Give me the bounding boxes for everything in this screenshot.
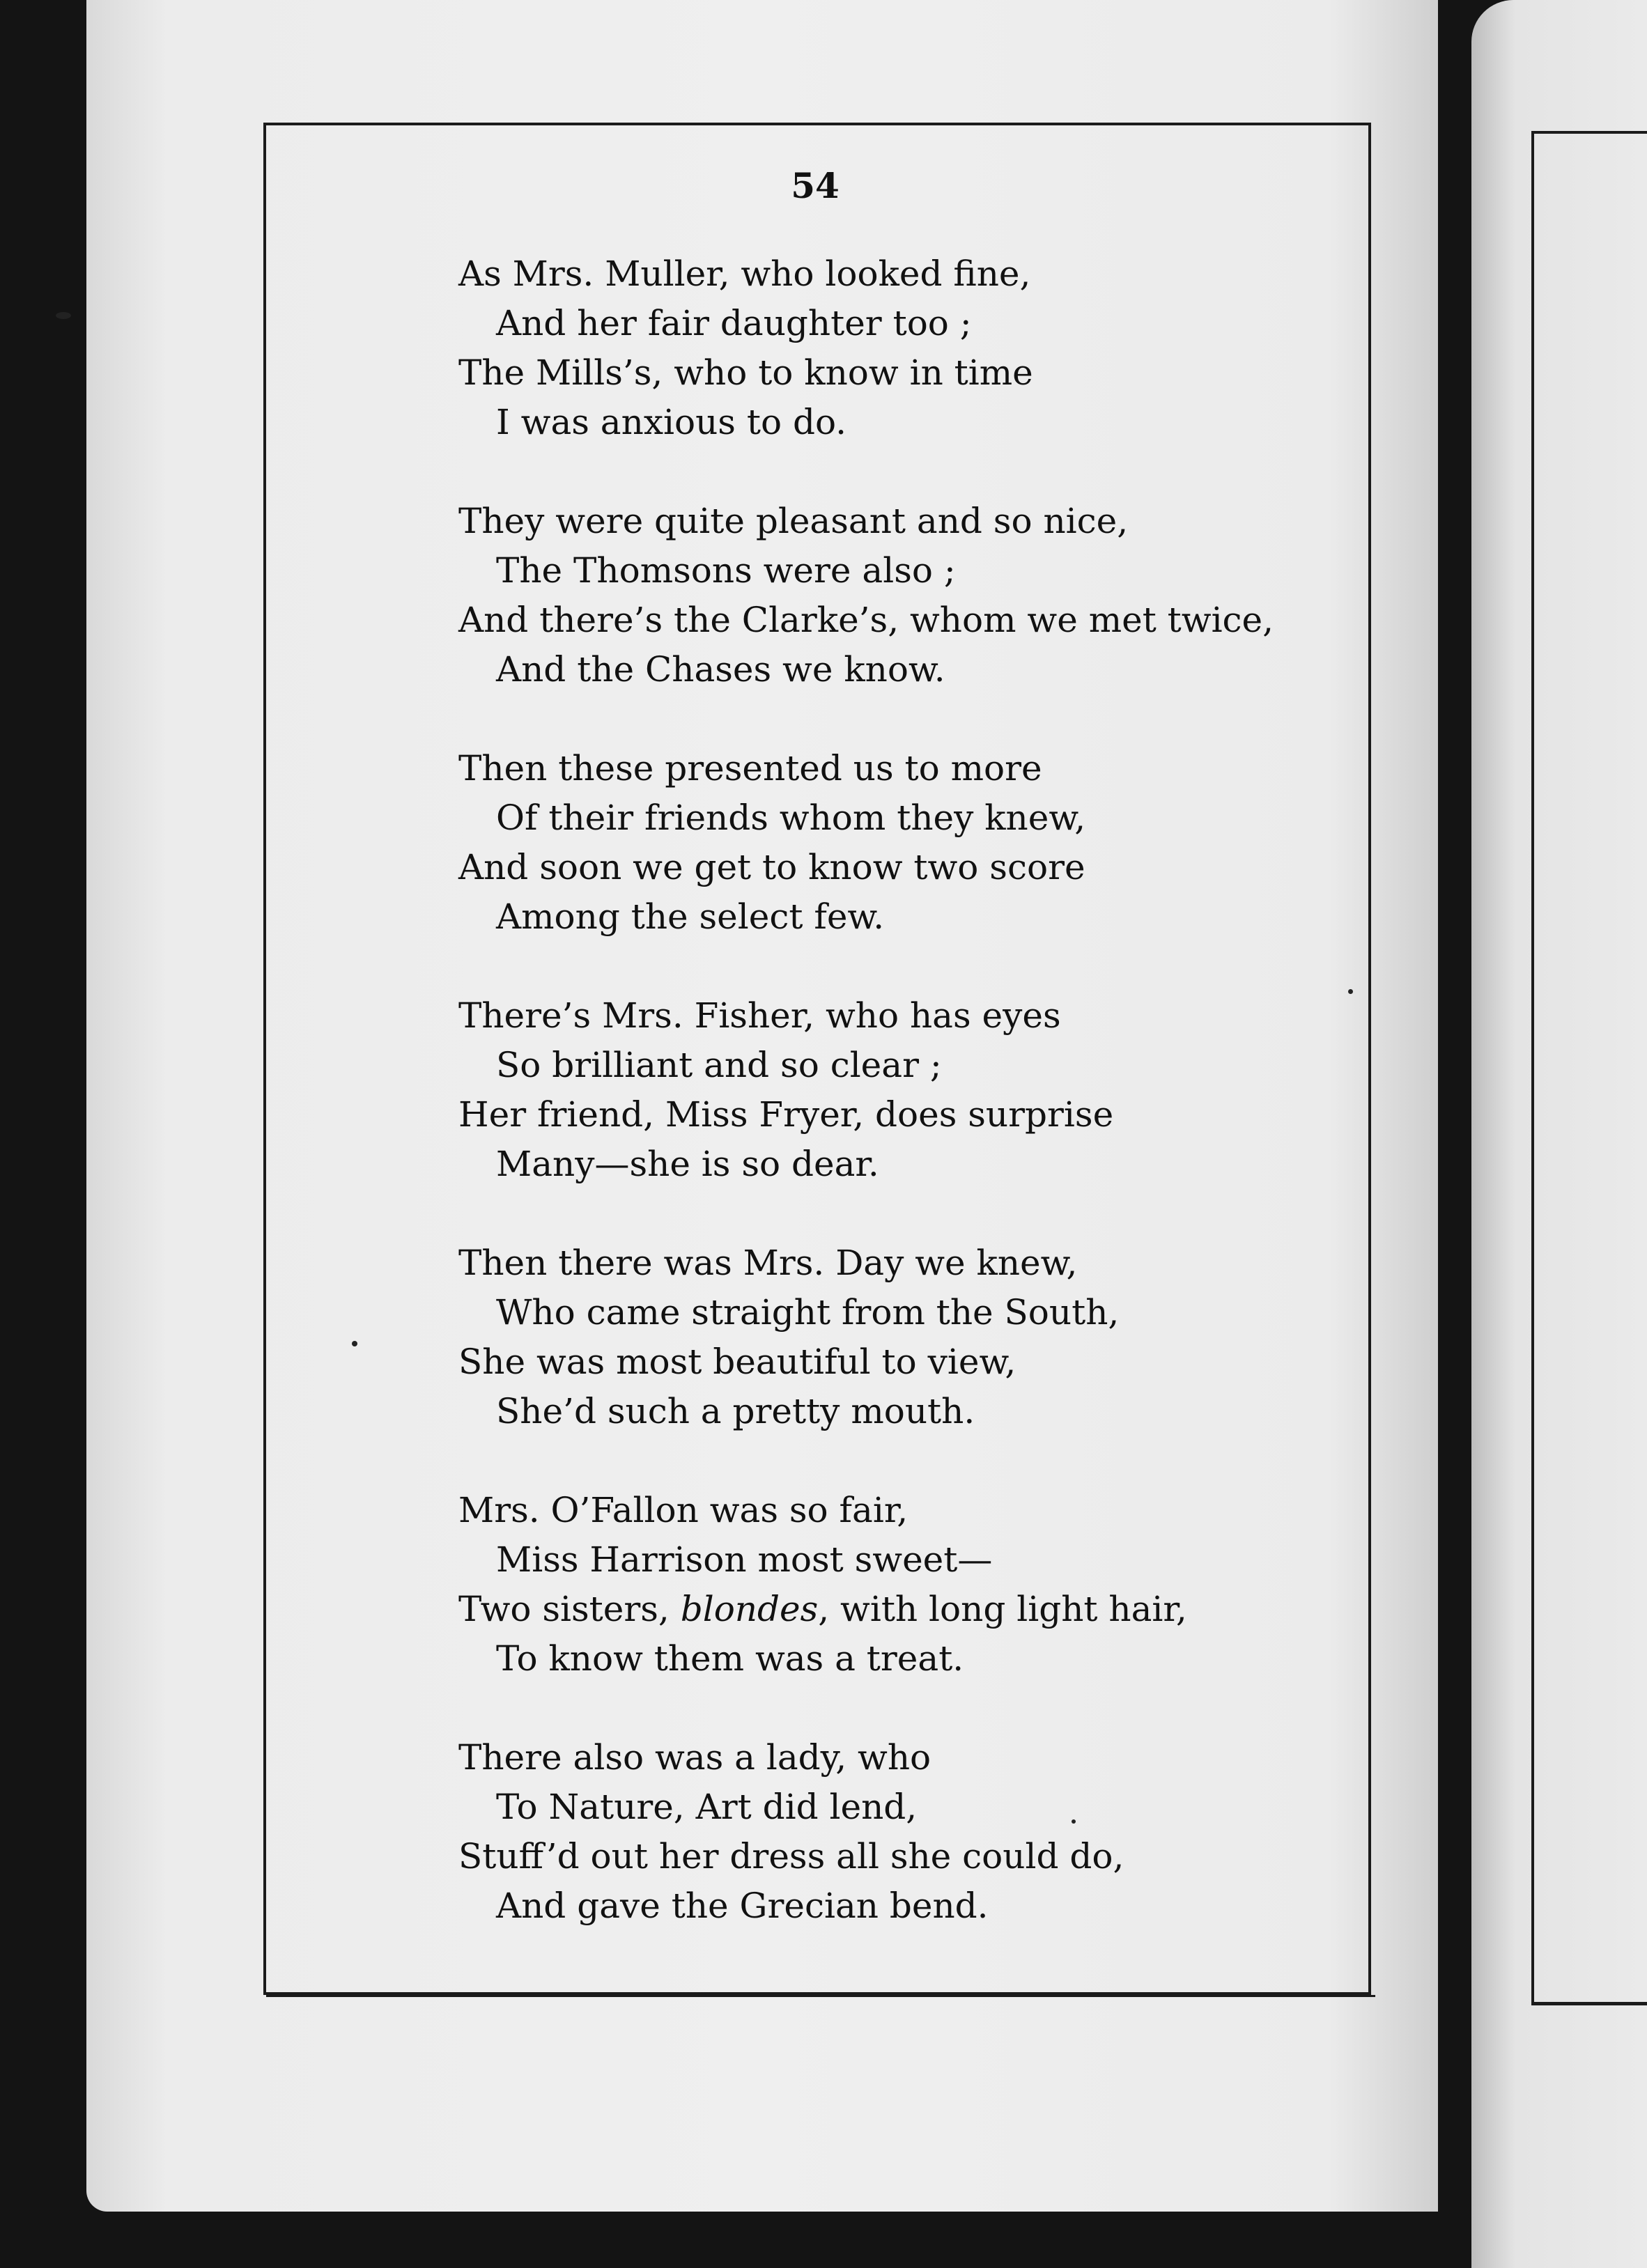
poem-line: And soon we get to know two score: [458, 847, 1085, 887]
stanza-1: [458, 249, 1350, 447]
ink-speck: [1072, 1819, 1076, 1824]
poem-line: Stuff’d out her dress all she could do,: [458, 1836, 1124, 1877]
poem-line: As Mrs. Muller, who looked fine,: [458, 254, 1031, 294]
poem-line: Her friend, Miss Fryer, does surprise: [458, 1094, 1114, 1135]
ink-speck: [352, 1341, 357, 1346]
poem-line: Miss Harrison most sweet—: [496, 1539, 993, 1580]
stanza-3: [458, 744, 1350, 942]
line-text: Two sisters,: [458, 1589, 681, 1629]
poem-line: The Thomsons were also ;: [496, 550, 956, 591]
poem-line: And the Chases we know.: [496, 649, 945, 690]
poem-line: She’d such a pretty mouth.: [496, 1391, 975, 1431]
poem-line: She was most beautiful to view,: [458, 1342, 1016, 1382]
poem-line: They were quite pleasant and so nice,: [458, 501, 1129, 541]
poem-line: I was anxious to do.: [496, 402, 847, 442]
poem-line: Among the select few.: [496, 896, 885, 937]
poem-line: There also was a lady, who: [458, 1737, 931, 1778]
poem-line: Then these presented us to more: [458, 748, 1042, 789]
stanza-5: [458, 1238, 1350, 1436]
adjacent-page-rule: [1531, 2003, 1647, 2005]
line-text: , with long light hair,: [818, 1589, 1187, 1629]
stanza-4: [458, 991, 1350, 1189]
poem-line: And there’s the Clarke’s, whom we met twice,: [458, 600, 1274, 640]
bottom-rule: [266, 1995, 1375, 1997]
poem-line: And her fair daughter too ;: [496, 303, 972, 343]
poem-line: Then there was Mrs. Day we knew,: [458, 1243, 1078, 1283]
stanza-2: [458, 497, 1350, 694]
stanza-6: [458, 1486, 1350, 1684]
poem-line: There’s Mrs. Fisher, who has eyes: [458, 995, 1061, 1036]
page-number: 54: [791, 165, 840, 206]
poem-line: Of their friends whom they knew,: [496, 798, 1086, 838]
poem-line: And gave the Grecian bend.: [496, 1886, 989, 1926]
poem-line: To Nature, Art did lend,: [496, 1787, 918, 1827]
poem: [458, 249, 1350, 1980]
poem-line: Mrs. O’Fallon was so fair,: [458, 1490, 908, 1530]
italic-word: blondes: [680, 1589, 819, 1629]
poem-line: Who came straight from the South,: [496, 1292, 1120, 1333]
poem-line: [458, 1585, 1350, 1634]
poem-line: So brilliant and so clear ;: [496, 1045, 942, 1085]
ink-speck: [56, 312, 71, 319]
ink-speck: [1348, 989, 1353, 994]
adjacent-page-frame: [1531, 131, 1647, 2005]
poem-line: Many—she is so dear.: [496, 1144, 879, 1184]
poem-line: The Mills’s, who to know in time: [458, 352, 1033, 393]
stanza-7: [458, 1733, 1350, 1931]
poem-line: To know them was a treat.: [496, 1638, 964, 1679]
